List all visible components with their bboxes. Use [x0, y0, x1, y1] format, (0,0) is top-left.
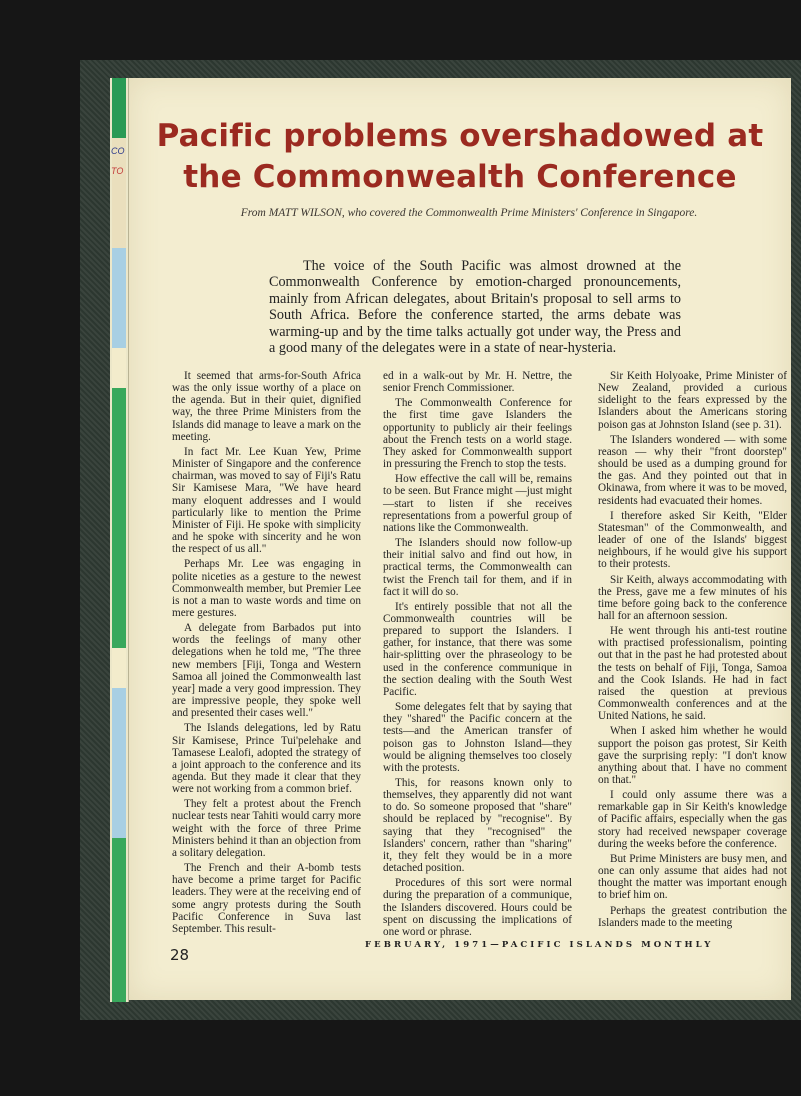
- paragraph: Procedures of this sort were normal during the preparation of a communique, the Islanders discovered. Hours could be spent on discussing the implications of one word or phrase.: [383, 877, 572, 938]
- paragraph: Some delegates felt that by saying that they "shared" the Pacific concern at the tests—and the American transfer of poison gas to Johnston Island—they would be aligning themselves too closely with the protests.: [383, 701, 572, 774]
- paragraph: When I asked him whether he would support the poison gas protest, Sir Keith gave the surprising reply: "I don't know anything about that. I have no comment on that.": [598, 725, 787, 786]
- running-footer: FEBRUARY, 1971—PACIFIC ISLANDS MONTHLY: [365, 940, 714, 950]
- paragraph: In fact Mr. Lee Kuan Yew, Prime Minister of Singapore and the conference chairman, was moved to say of Fiji's Ratu Sir Kamisese Mara, "We have heard many eloquent addresses and I would particularly like to mention the Prime Minister of Fiji. He spoke with simplicity and he spoke with sincerity and he won the respect of us all.": [172, 445, 361, 556]
- article-byline: From MATT WILSON, who covered the Commonwealth Prime Ministers' Conference in Singapore.: [240, 207, 698, 219]
- magazine-page: [129, 78, 791, 1000]
- edge-strip-mark: CO: [111, 146, 125, 156]
- paragraph: I therefore asked Sir Keith, "Elder Statesman" of the Commonwealth, and leader of one of the Islands' biggest neighbours, if he would give his support to their protests.: [598, 509, 787, 571]
- page-number: 28: [170, 946, 190, 964]
- paragraph: This, for reasons known only to themselves, they apparently did not want to do. So someone proposed that "share" should be replaced by "recognise". By saying that they "recognised" the Islanders' concern, rather than "sharing" it, they felt they would be in a more detached position.: [383, 777, 572, 875]
- paragraph: The Commonwealth Conference for the first time gave Islanders the opportunity to publicly air their feelings about the French tests on a world stage. They asked for Commonwealth support in pressuring the French to stop the tests.: [383, 397, 572, 471]
- paragraph: It's entirely possible that not all the Commonwealth countries will be prepared to support the Islanders. I gather, for instance, that there was some hair-splitting over the phraseology to be used in the conference communique in the section dealing with the South West Pacific.: [383, 600, 572, 698]
- edge-strip-mark: TO: [111, 166, 124, 176]
- edge-tab: [112, 688, 126, 838]
- page-edge-strip: [110, 78, 129, 1002]
- paragraph: He went through his anti-test routine with practised professionalism, pointing out that in the past he had protested about the tests on behalf of Fiji, Tonga, Samoa and the Cook Islands. He had in fact raised the question at previous Commonwealth conferences and at the United Nations, he said.: [598, 625, 787, 723]
- body-column-1: [172, 370, 361, 938]
- edge-tab: [112, 78, 126, 138]
- edge-tab: [112, 348, 126, 388]
- paragraph: I could only assume there was a remarkable gap in Sir Keith's knowledge of Pacific affairs, especially when the gas story had received newspaper coverage during the weeks before the conference.: [598, 789, 787, 850]
- edge-tab: [112, 388, 126, 648]
- paragraph: Perhaps Mr. Lee was engaging in polite niceties as a gesture to the newest Commonwealth member, but Premier Lee is not a man to waste words and time on mere gestures.: [172, 558, 361, 619]
- body-column-3: [598, 370, 787, 932]
- body-column-2: [383, 370, 572, 941]
- paragraph: ed in a walk-out by Mr. H. Nettre, the senior French Commissioner.: [383, 370, 572, 395]
- paragraph: How effective the call will be, remains to be seen. But France might —just might—start to listen if she receives representations from a powerful group of nations like the Commonwealth.: [383, 473, 572, 534]
- paragraph: The Islanders wondered — with some reason — why their "front doorstep" should be used as a dumping ground for the gas. And they pointed out that in Okinawa, from where it was to be moved, residents had evacuated their homes.: [598, 433, 787, 507]
- paragraph: They felt a protest about the French nuclear tests near Tahiti would carry more weight with the force of three Prime Ministers behind it than an objection from a solitary delegation.: [172, 798, 361, 859]
- paragraph: Sir Keith, always accommodating with the Press, gave me a few minutes of his time before going back to the conference hall for an afternoon session.: [598, 573, 787, 622]
- paragraph: Perhaps the greatest contribution the Islanders made to the meeting: [598, 904, 787, 929]
- edge-tab: [112, 648, 126, 688]
- paragraph: The Islands delegations, led by Ratu Sir Kamisese, Prince Tui'pelehake and Tamasese Lealofi, adopted the strategy of a joint approach to the conference and its agenda. But they made it clear that they were not working from a common brief.: [172, 722, 361, 796]
- edge-tab: [112, 838, 126, 1002]
- edge-tab: [112, 248, 126, 348]
- article-intro: The voice of the South Pacific was almost drowned at the Commonwealth Conference by emotion-charged pronouncements, mainly from African delegates, about Britain's proposal to sell arms to South Africa. Before the conference started, the arms debate was warming-up and by the time talks actually got under way, the Press and a good many of the delegates were in a state of near-hysteria.: [269, 258, 681, 357]
- paragraph: Sir Keith Holyoake, Prime Minister of New Zealand, provided a curious sidelight to the fears expressed by the Islanders about the Americans storing poison gas at Johnston Island (see p. 31).: [598, 370, 787, 431]
- paragraph: The Islanders should now follow-up their initial salvo and find out how, in practical terms, the Commonwealth can twist the French tail for them, and if in fact it will do so.: [383, 537, 572, 598]
- paragraph: A delegate from Barbados put into words the feelings of many other delegations when he told me, "The three new members [Fiji, Tonga and Western Samoa all joined the Commonwealth last year] made a very good impression. They are impressive people, they spoke well and presented their cases well.": [172, 622, 361, 720]
- paragraph: But Prime Ministers are busy men, and one can only assume that aides had not thought the matter was important enough to brief him on.: [598, 852, 787, 902]
- article-title: Pacific problems overshadowed at the Commonwealth Conference: [156, 118, 764, 195]
- paragraph: It seemed that arms-for-South Africa was the only issue worthy of a place on the agenda. But in their quiet, dignified way, the three Prime Ministers from the Islands did manage to leave a mark on the meeting.: [172, 370, 361, 443]
- paragraph: The French and their A-bomb tests have become a prime target for Pacific leaders. They were at the receiving end of some angry protests during the South Pacific Conference in Suva last September. This result-: [172, 862, 361, 935]
